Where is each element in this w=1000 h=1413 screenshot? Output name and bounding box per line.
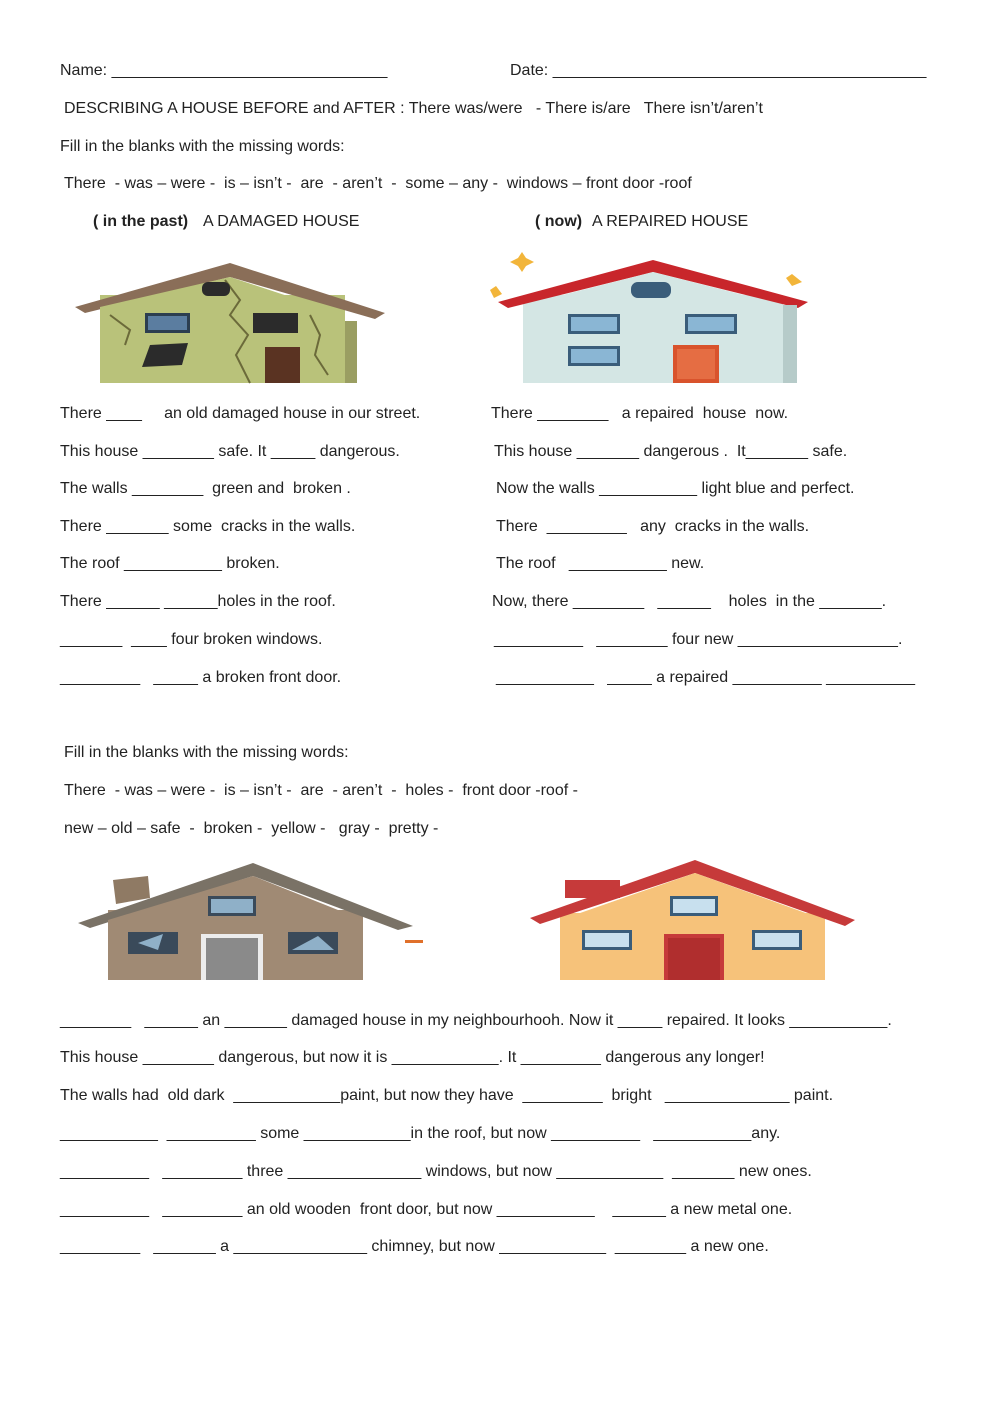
now-tag: ( now) <box>535 213 583 230</box>
exercise1-left-line-3: The walls ________ green and broken . <box>60 480 351 497</box>
exercise2-line-1: ________ ______ an _______ damaged house in my neighbourhooh. Now it _____ repaired. It looks ___________. <box>60 1012 892 1029</box>
exercise1-right-line-4: There _________ any cracks in the walls. <box>496 518 810 535</box>
exercise1-left-line-6: There ______ ______holes in the roof. <box>60 593 336 610</box>
repaired-house-image <box>488 250 818 385</box>
exercise1-right-line-7: __________ ________ four new __________________. <box>494 631 903 648</box>
name-field[interactable]: Name: _______________________________ <box>60 62 388 79</box>
now-label: A REPAIRED HOUSE <box>592 213 749 230</box>
past-label: A DAMAGED HOUSE <box>203 213 360 230</box>
exercise1-right-line-3: Now the walls ___________ light blue and perfect. <box>496 480 855 497</box>
exercise1-right-line-6: Now, there ________ ______ holes in the _______. <box>492 593 887 610</box>
old-house-image <box>78 858 428 983</box>
exercise1-right-line-1: There ________ a repaired house now. <box>491 405 789 422</box>
exercise1-right-line-2: This house _______ dangerous . It_______ safe. <box>494 443 848 460</box>
exercise1-left-line-8: _________ _____ a broken front door. <box>60 669 342 686</box>
exercise1-left-line-7: _______ ____ four broken windows. <box>60 631 323 648</box>
new-house-image <box>530 858 860 983</box>
exercise2-line-4: ___________ __________ some ____________in the roof, but now __________ ___________any. <box>60 1125 781 1142</box>
exercise1-left-line-4: There _______ some cracks in the walls. <box>60 518 356 535</box>
exercise1-left-line-5: The roof ___________ broken. <box>60 555 280 572</box>
exercise1-right-line-8: ___________ _____ a repaired __________ __________ <box>496 669 916 686</box>
exercise2-line-2: This house ________ dangerous, but now it is ____________. It _________ dangerous any longer! <box>60 1049 765 1066</box>
section1-word-bank: There - was – were - is – isn’t - are - aren’t - some – any - windows – front door -roof <box>64 175 692 192</box>
section2-instruction: Fill in the blanks with the missing words: <box>64 744 349 761</box>
exercise2-line-7: _________ _______ a _______________ chimney, but now ____________ ________ a new one. <box>60 1238 769 1255</box>
date-field[interactable]: Date: __________________________________________ <box>510 62 927 79</box>
exercise2-line-5: __________ _________ three _______________ windows, but now ____________ _______ new ones. <box>60 1163 812 1180</box>
damaged-house-image <box>70 255 390 385</box>
section1-instruction: Fill in the blanks with the missing words: <box>60 138 345 155</box>
worksheet-title: DESCRIBING A HOUSE BEFORE and AFTER : There was/were - There is/are There isn’t/aren’t <box>64 100 763 117</box>
exercise1-left-line-1: There ____ an old damaged house in our street. <box>60 405 421 422</box>
past-tag: ( in the past) <box>93 213 189 230</box>
section2-word-bank-1: There - was – were - is – isn’t - are - aren’t - holes - front door -roof - <box>64 782 578 799</box>
exercise2-line-3: The walls had old dark ____________paint, but now they have _________ bright ______________ paint. <box>60 1087 834 1104</box>
exercise1-right-line-5: The roof ___________ new. <box>496 555 705 572</box>
exercise1-left-line-2: This house ________ safe. It _____ dangerous. <box>60 443 400 460</box>
exercise2-line-6: __________ _________ an old wooden front door, but now ___________ ______ a new metal one. <box>60 1201 793 1218</box>
section2-word-bank-2: new – old – safe - broken - yellow - gray - pretty - <box>64 820 439 837</box>
